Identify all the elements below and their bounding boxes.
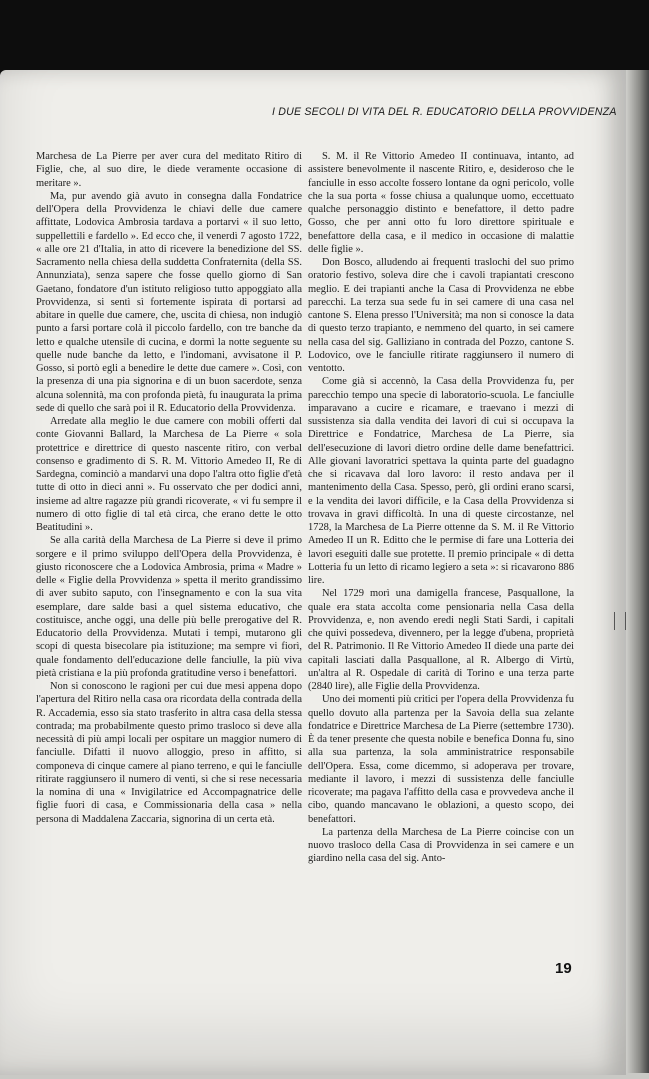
running-head: I DUE SECOLI DI VITA DEL R. EDUCATORIO DELLA PROVVIDENZA <box>272 106 617 118</box>
paragraph: Arredate alla meglio le due camere con mobili offerti dal conte Giovanni Ballard, la Marchesa de La Pierre « sola protettrice e direttrice di questo nascente ritiro, con verbal consenso e gradimento di S. R. M. Vittorio Amedeo II, Re di Sardegna, cominciò a mandarvi una dopo l'altra otto figlie d'età tutte di otto in dieci anni ». Fu osservato che per dodici anni, insieme ad altre ragazze più grandi ricoverate, « vi fu sempre il numero di otto figlie di tal età circa, che erano dette le otto Beatitudini ». <box>36 416 302 533</box>
page-number: 19 <box>555 960 572 977</box>
page-edge-shadow <box>626 70 649 1079</box>
paragraph: Non si conoscono le ragioni per cui due mesi appena dopo l'apertura del Ritiro nella casa ora ricordata della contrada della R. Accademia, esso sia stato trasferito in altra casa della stessa contrada; ma probabilmente questo primo trasloco si deve alla necessità di più ampi locali per ospitare un maggior numero di fanciulle. Difatti il nuovo alloggio, preso in affitto, si componeva di cinque camere al piano terreno, e qui le fanciulle ritirate raggiunsero il numero di venti, sì che si rese necessaria la nomina di una « Invigilatrice ed Accompagnatrice delle figlie fuori di casa, e Commissionaria della casa » nella persona di Maddalena Zaccaria, signorina di un certa età. <box>36 681 302 825</box>
right-column <box>308 150 574 866</box>
paragraph: Marchesa de La Pierre per aver cura del meditato Ritiro di Figlie, che, al suo dire, le diede veramente occasione di meritare ». <box>36 151 302 189</box>
paragraph: Se alla carità della Marchesa de La Pierre si deve il primo sorgere e il primo sviluppo dell'Opera della Provvidenza, è giusto riconoscere che a Lodovica Ambrosia, prima « Madre » delle « Figlie della Provvidenza » spetta il merito grandissimo di aver subito saputo, con l'insegnamento e con la sua vita esemplare, dare salde basi a quel sistema educativo, che costituisce, anche oggi, una delle più belle prerogative del R. Educatorio della Provvidenza. Mutati i tempi, mutarono gli scopi di questa bisecolare pia istituzione; ma sempre vi fiorì, quale fondamento dell'educazione delle fanciulle, la più viva pietà cristiana e la più profonda gratitudine verso i benefattori. <box>36 535 302 679</box>
paragraph: Nel 1729 morì una damigella francese, Pasquallone, la quale era stata accolta come pensionaria nella Casa della Provvidenza, e, non avendo eredi negli Stati Sardi, i capitali che quivi possedeva, divennero, per la legge d'ubena, proprietà del R. Patrimonio. Il Re Vittorio Amedeo II diede una parte dei capitali lasciati dalla Pasquallone, al R. Albergo di Virtù, un'altra al R. Ospedale di carità di Torino e una terza parte (2840 lire), alle Figlie della Provvidenza. <box>308 588 574 692</box>
paragraph: Ma, pur avendo già avuto in consegna dalla Fondatrice dell'Opera della Provvidenza le chiavi delle due camere affittate, Lodovica Ambrosia tardava a portarvi « il suo letto, suppellettili e fardello ». Ed ecco che, il venerdì 7 agosto 1722, « alle ore 21 d'Italia, in atto di ricevere la benedizione del SS. Sacramento nella chiesa della suddetta Confraternita (della SS. Annunziata), senza sapere che fosse quello giorno di San Gaetano, fondatore d'un istituto religioso tutto appoggiato alla Provvidenza, si sentì sì fortemente ispirata di portarsi ad abitare in quelle due camere, che, uscita di chiesa, non indugiò punto a farsi portare colà il piccolo fardello, con tre banche da letto e qualche utensile di cucina, e dormì la notte seguente su quelle nude banche da letto, e l'indomani, avvisatone il P. Gosso, si portò egli a benedire le dette due camere ». Così, con la presenza di una pia signorina e di un buon sacerdote, senza alcuna solennità, ma con profonda pietà, fu inaugurata la prima sede di quello che sarà poi il R. Educatorio della Provvidenza. <box>36 190 302 414</box>
margin-mark <box>614 612 626 630</box>
paragraph: Uno dei momenti più critici per l'opera della Provvidenza fu quello dovuto alla partenza per la Savoia della sua zelante fondatrice e Direttrice Marchesa de La Pierre (settembre 1730). È da tener presente che questa nobile e benefica Donna fu, sino alla sua partenza, la sola amministratrice responsabile dell'Opera. Essa, come dicemmo, si adoperava per trovare, mediante il lavoro, i mezzi di sussistenza delle fanciulle ricoverate; ma pagava l'affitto della casa e provvedeva anche il cibo, quando mancavano le oblazioni, a questo scopo, dei benefattori. <box>308 694 574 825</box>
paragraph: S. M. il Re Vittorio Amedeo II continuava, intanto, ad assistere benevolmente il nascente Ritiro, e, desideroso che le fanciulle in esso accolte fossero lontane da ogni pericolo, volle che la sua porta « fosse chiusa a qualunque uomo, eccettuato qualche personaggio distinto e benefattore, il detto padre Gosso, che per anni otto fu loro direttore spirituale e benefattore della casa, e il medico in occasione di malattie delle figlie ». <box>308 151 574 255</box>
paragraph: La partenza della Marchesa de La Pierre coincise con un nuovo trasloco della Casa di Provvidenza in sei camere e un giardino nella casa del sig. Anto- <box>308 826 574 865</box>
left-column <box>36 150 302 826</box>
paragraph: Come già si accennò, la Casa della Provvidenza fu, per parecchio tempo una specie di laboratorio-scuola. Le fanciulle imparavano a cucire e ricamare, e traevano i mezzi di sussistenza sia dalla vendita dei lavori di cui si occupava la Direttrice e Fondatrice, Marchesa de La Pierre, sia dell'esecuzione di lavori dietro ordine delle dame benefattrici. Alle giovani lavoratrici spettava la quinta parte del guadagno che si ricavava dal loro lavoro: il resto andava per il mantenimento della Casa. Spesso, però, gli ordini erano scarsi, e la vendita dei lavori difficile, e la Casa della Provvidenza si trovava in gravi difficoltà. In una di queste circostanze, nel 1728, la Marchesa de La Pierre ottenne da S. M. il Re Vittorio Amedeo II un R. Editto che le permise di fare una Lotteria dei lavori eseguiti dalle sue protette. Il premio principale « di detta Lotteria fu un letto di ricamo legiero a seta »: si ricavarono 886 lire. <box>308 376 574 586</box>
paragraph: Don Bosco, alludendo ai frequenti traslochi del suo primo oratorio festivo, soleva dire che i cavoli trapiantati crescono meglio. E dei trapianti anche la Casa di Provvidenza ne ebbe parecchi. La terza sua sede fu in sei camere di una casa nel cantone S. Elena presso l'Università; ma non si conosce la data di questo terzo trapianto, e nemmeno del quarto, in sei camere nella casa del sig. Galliziano in contrada del Pozzo, cantone S. Lodovico, ove le fanciulle ritirate raggiunsero il numero di ventotto. <box>308 257 574 374</box>
